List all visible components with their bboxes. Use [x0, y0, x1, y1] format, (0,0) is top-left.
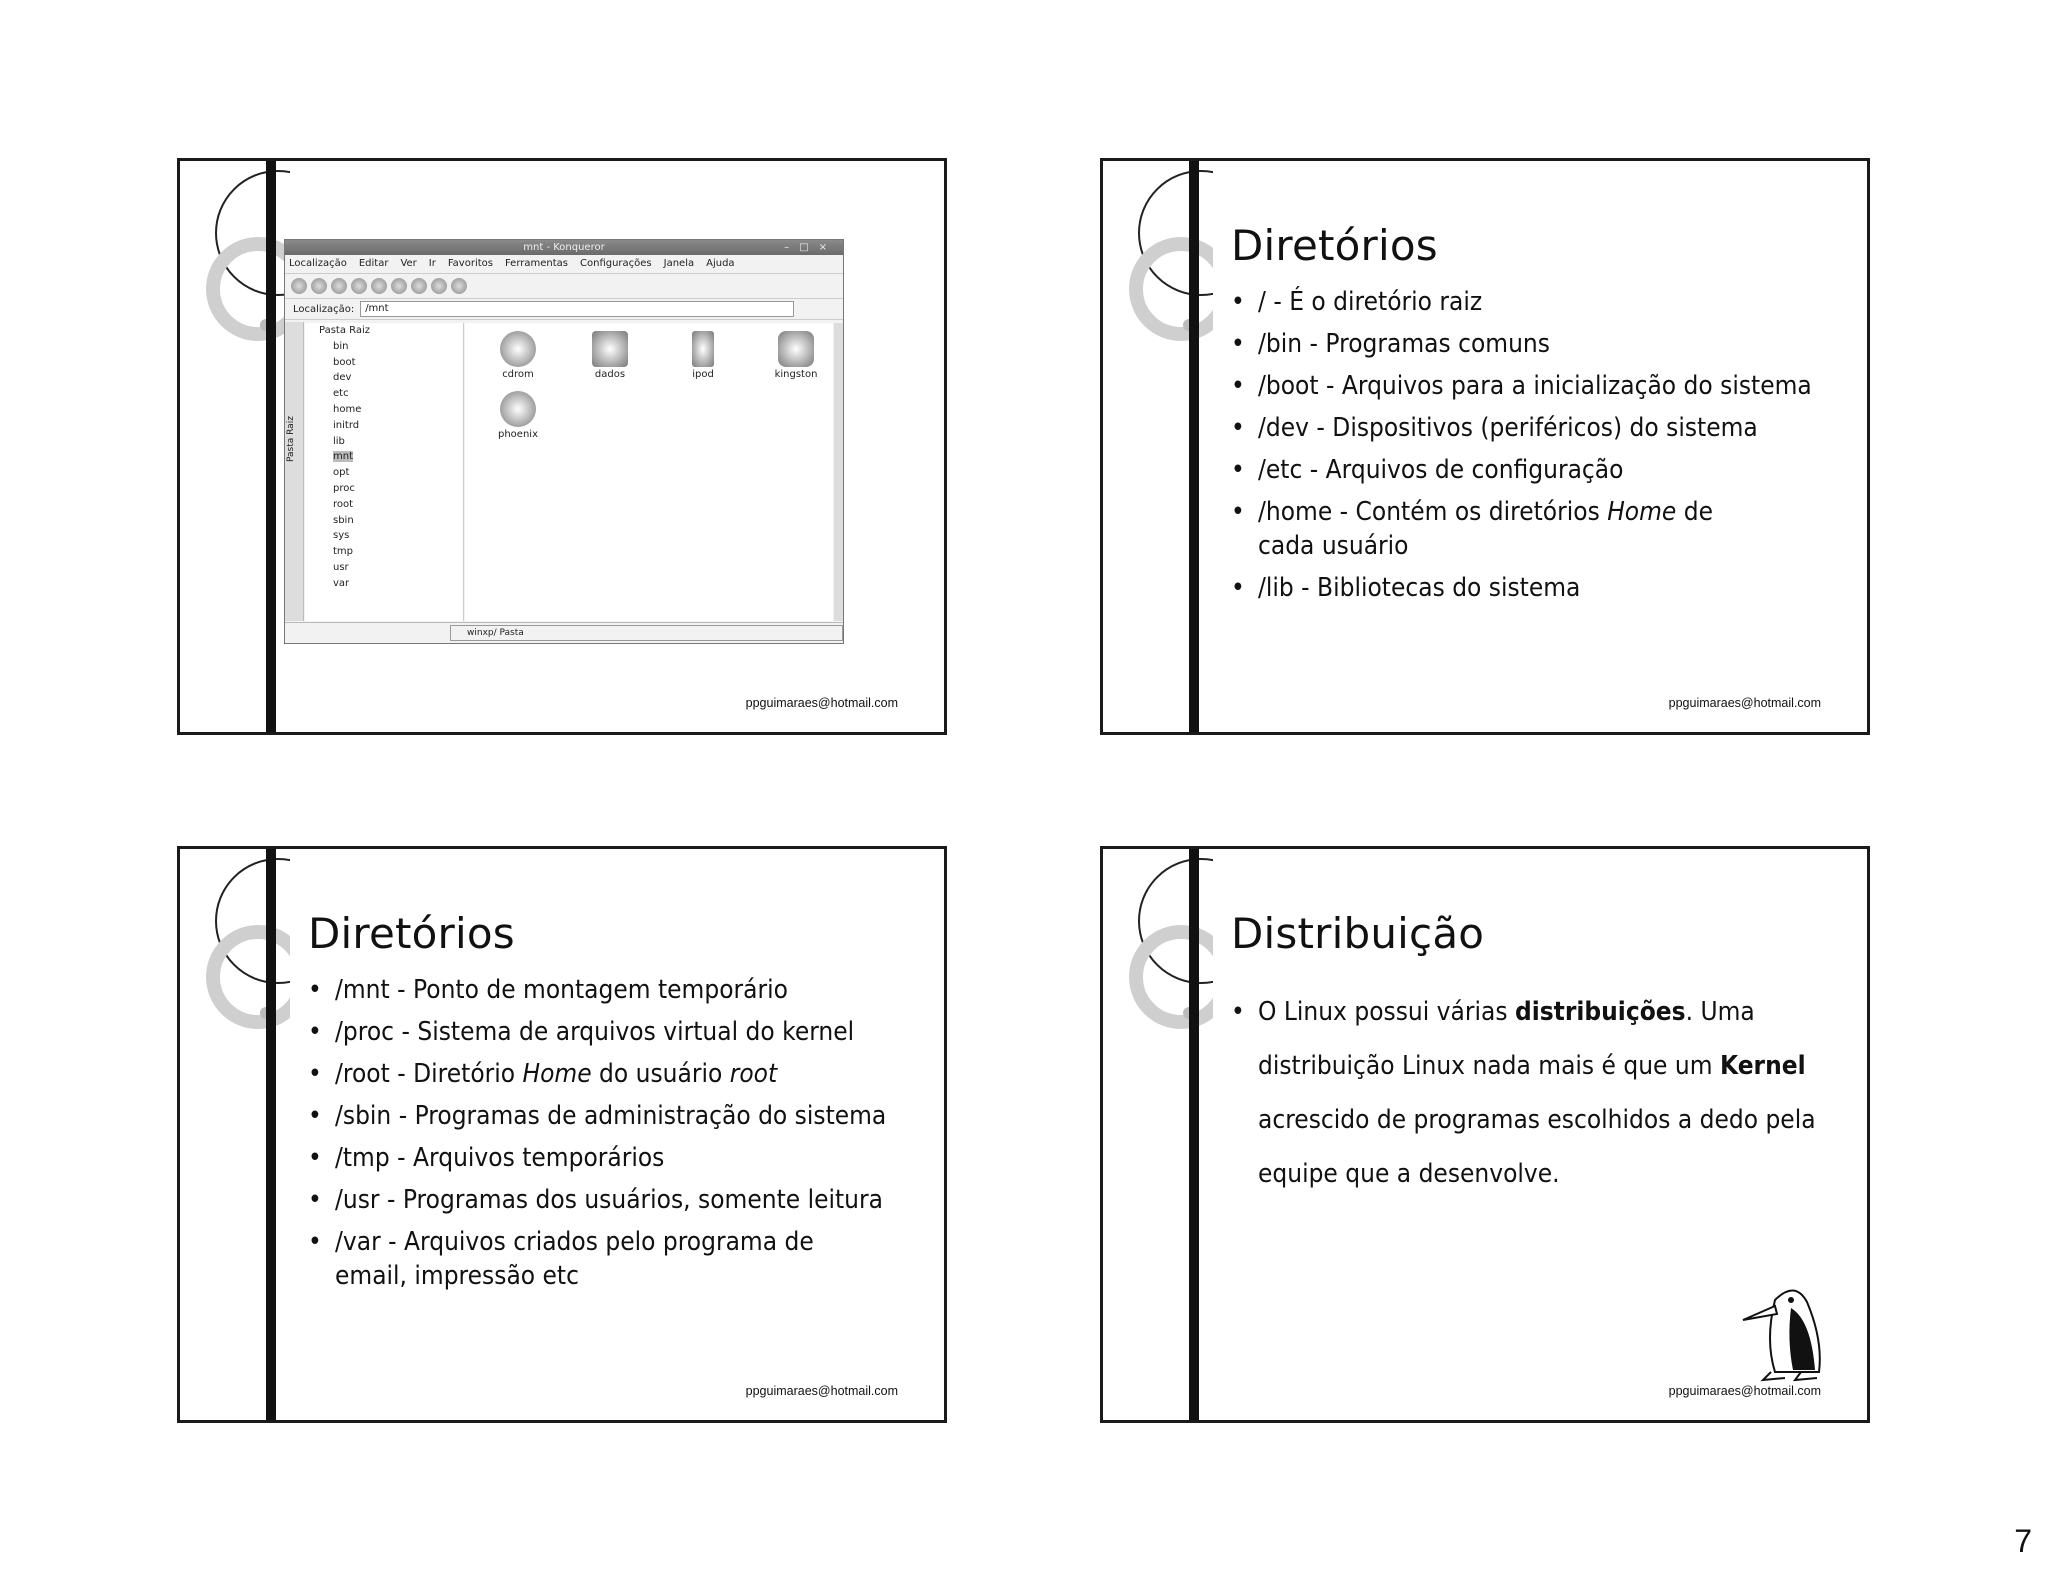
tree-item[interactable]: bin: [333, 340, 349, 352]
bullet-item: • /proc - Sistema de arquivos virtual do kernel: [308, 1015, 893, 1049]
slide-title: Distribuição: [1231, 909, 1485, 958]
slide-distribuicao: [1100, 846, 1870, 1423]
menu-item[interactable]: Editar: [358, 258, 389, 269]
print-icon[interactable]: [411, 278, 427, 294]
side-panel-tabs: [285, 322, 304, 621]
footer-email: ppguimaraes@hotmail.com: [1668, 1384, 1821, 1398]
tree-item[interactable]: var: [333, 577, 350, 589]
bullet-list: [1231, 285, 1870, 613]
bullet-item: • /sbin - Programas de administração do sistema: [308, 1099, 893, 1133]
tree-item[interactable]: tmp: [333, 546, 354, 558]
penguin-icon: [1735, 1280, 1835, 1390]
zoom-in-icon[interactable]: [431, 278, 447, 294]
slide-diretorios-1: [1100, 158, 1870, 735]
footer-email: ppguimaraes@hotmail.com: [1668, 696, 1821, 710]
menu-item[interactable]: Localização: [289, 258, 347, 269]
slide-bar: [1189, 849, 1199, 1420]
network-drive-icon: [500, 391, 536, 427]
ipod-icon: [692, 331, 714, 367]
menu-item[interactable]: Ferramentas: [504, 258, 568, 269]
menu-item[interactable]: Ir: [428, 258, 436, 269]
reload-icon[interactable]: [371, 278, 387, 294]
tree-item[interactable]: etc: [333, 388, 349, 400]
bullet-item: • /etc - Arquivos de configuração: [1231, 453, 1812, 487]
usb-drive-icon: [778, 331, 814, 367]
forward-icon[interactable]: [311, 278, 327, 294]
location-label: Localização:: [293, 303, 355, 315]
window-title: mnt - Konqueror: [523, 242, 605, 253]
footer-email: ppguimaraes@hotmail.com: [745, 696, 898, 710]
bullet-item: • /mnt - Ponto de montagem temporário: [308, 973, 893, 1007]
menu-item[interactable]: Ver: [400, 258, 417, 269]
footer-email: ppguimaraes@hotmail.com: [745, 1384, 898, 1398]
bullet-item: • /lib - Bibliotecas do sistema: [1231, 571, 1812, 605]
file-item[interactable]: cdrom: [483, 331, 553, 380]
tree-item[interactable]: boot: [333, 356, 356, 368]
tree-item[interactable]: dev: [333, 372, 352, 384]
tree-item-selected[interactable]: mnt: [333, 451, 353, 463]
menu-item[interactable]: Favoritos: [447, 258, 493, 269]
bullet-item: • /boot - Arquivos para a inicialização do sistema: [1231, 369, 1812, 403]
tree-item[interactable]: usr: [333, 561, 349, 573]
bullet-item: • / - É o diretório raiz: [1231, 285, 1812, 319]
bullet-item: • /var - Arquivos criados pelo programa de email, impressão etc: [308, 1225, 893, 1293]
slide-title: Diretórios: [308, 909, 515, 958]
menu-item[interactable]: Ajuda: [706, 258, 735, 269]
status-bar: [285, 622, 843, 643]
stop-icon[interactable]: [391, 278, 407, 294]
back-icon[interactable]: [291, 278, 307, 294]
menu-bar: [285, 255, 843, 274]
menu-item[interactable]: Janela: [663, 258, 695, 269]
slide-bar: [1189, 161, 1199, 732]
window-titlebar: [285, 240, 843, 255]
bullet-item: • /dev - Dispositivos (periféricos) do sistema: [1231, 411, 1812, 445]
file-item[interactable]: dados: [575, 331, 645, 380]
slide-konqueror: [177, 158, 947, 735]
bullet-item: • /tmp - Arquivos temporários: [308, 1141, 893, 1175]
location-bar: [285, 299, 843, 320]
tree-item[interactable]: opt: [333, 467, 350, 479]
bullet-list: [1231, 985, 1870, 1209]
dvd-icon: [500, 331, 536, 367]
file-item[interactable]: ipod: [668, 331, 738, 380]
file-view: [465, 323, 833, 621]
bullet-item: • /bin - Programas comuns: [1231, 327, 1812, 361]
folder-tree: [305, 323, 464, 621]
toolbar: [285, 274, 843, 299]
konqueror-window: [284, 239, 844, 644]
tree-item[interactable]: home: [333, 403, 362, 415]
bullet-list: [308, 973, 947, 1301]
slide-bar: [266, 161, 276, 732]
bullet-item: • O Linux possui várias distribuições. Uma distribuição Linux nada mais é que um Kernel acrescido de programas escolhidos a dedo pela equipe que a desenvolve.: [1231, 985, 1834, 1201]
folder-icon: [592, 331, 628, 367]
tree-item[interactable]: root: [333, 498, 354, 510]
bullet-item: • /root - Diretório Home do usuário root: [308, 1057, 893, 1091]
tree-item[interactable]: initrd: [333, 419, 360, 431]
slide-title: Diretórios: [1231, 221, 1438, 270]
tree-item[interactable]: proc: [333, 482, 355, 494]
zoom-out-icon[interactable]: [451, 278, 467, 294]
slide-bar: [266, 849, 276, 1420]
menu-item[interactable]: Configurações: [580, 258, 652, 269]
bullet-item: • /usr - Programas dos usuários, somente leitura: [308, 1183, 893, 1217]
tree-item[interactable]: sys: [333, 530, 350, 542]
status-text: winxp/ Pasta: [450, 625, 843, 641]
up-icon[interactable]: [331, 278, 347, 294]
tree-item[interactable]: sbin: [333, 514, 354, 526]
file-item[interactable]: kingston: [761, 331, 831, 380]
slide-diretorios-2: [177, 846, 947, 1423]
bullet-item: • /home - Contém os diretórios Home de cada usuário: [1231, 495, 1762, 563]
home-icon[interactable]: [351, 278, 367, 294]
tree-item[interactable]: lib: [333, 435, 345, 447]
tree-item[interactable]: Pasta Raiz: [319, 325, 371, 336]
location-input[interactable]: /mnt: [360, 301, 794, 317]
window-controls[interactable]: –□×: [784, 242, 837, 253]
side-tab-label[interactable]: Pasta Raiz: [286, 416, 296, 462]
file-item[interactable]: phoenix: [483, 391, 553, 440]
scrollbar[interactable]: [834, 323, 843, 621]
page-number: 7: [2014, 1523, 2032, 1559]
